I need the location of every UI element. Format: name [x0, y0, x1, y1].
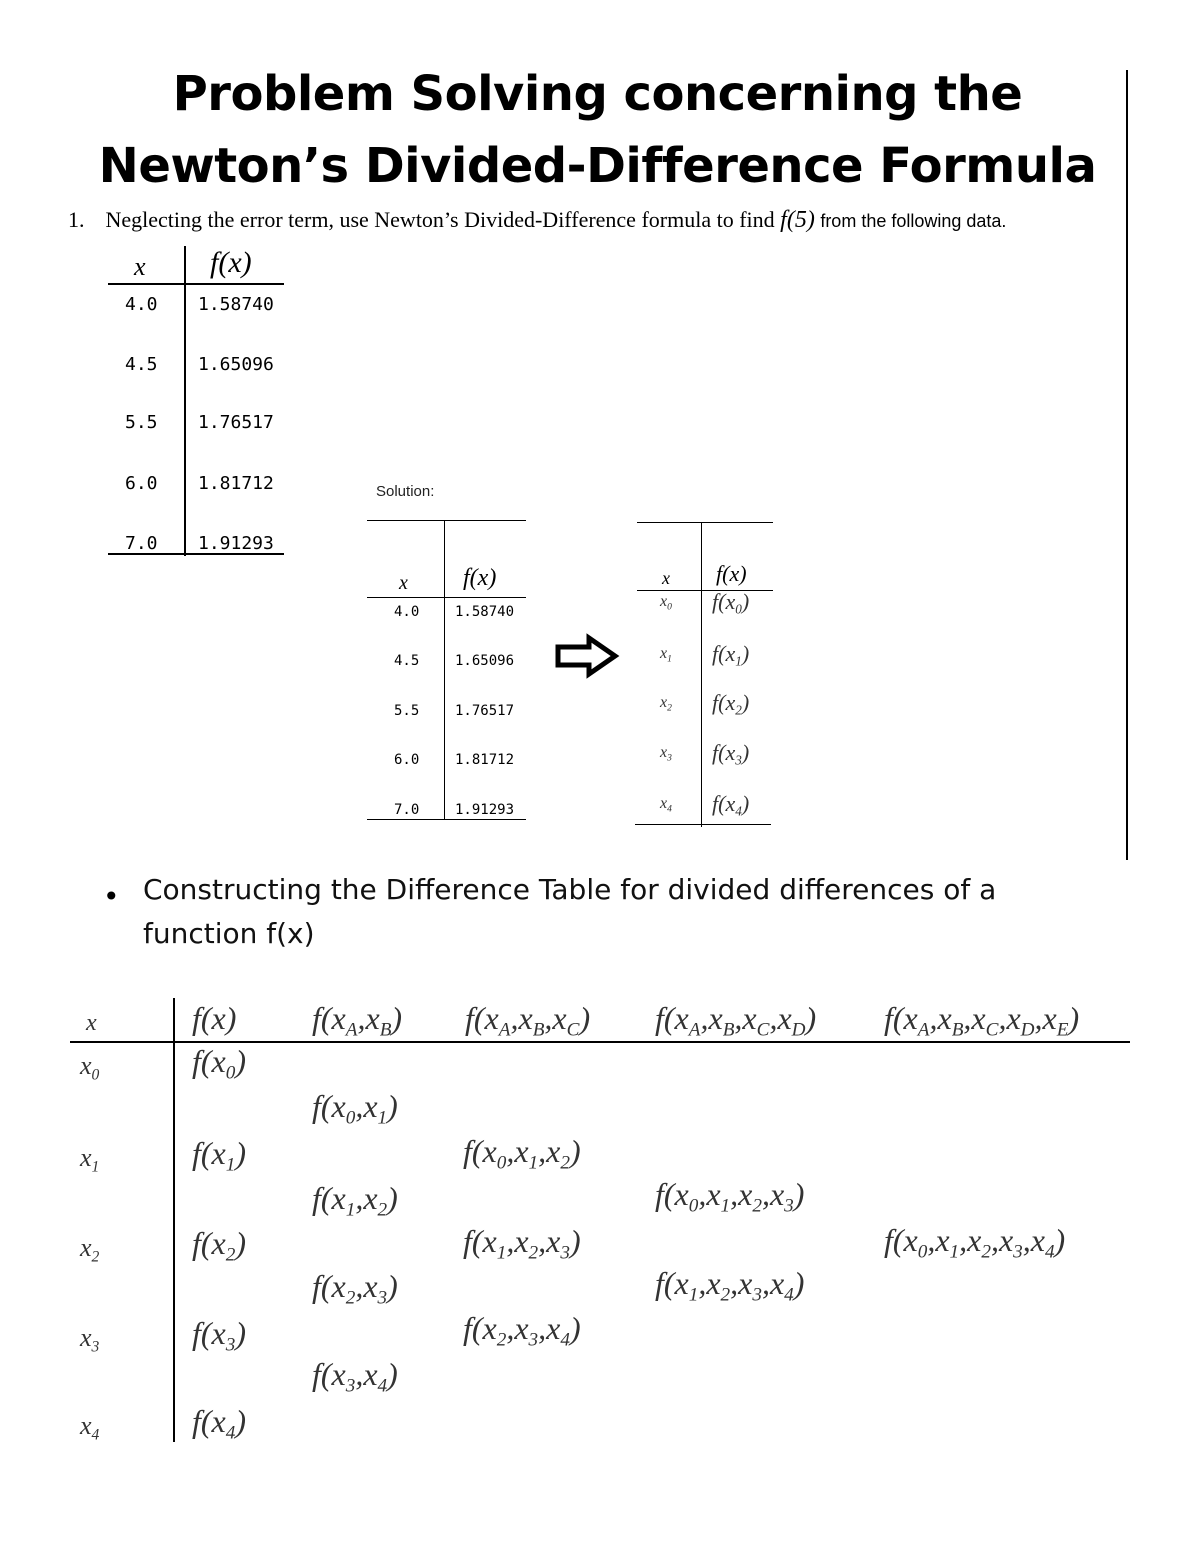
difference-table-x: $x_3$: [80, 1323, 100, 1356]
mapped-table-x: $x_2$: [660, 694, 672, 714]
problem-statement: [68, 207, 1006, 234]
data-table-divider: [184, 246, 186, 556]
solution-table-top-rule: [367, 520, 526, 521]
mapped-table-top-rule: [637, 522, 773, 523]
mapped-table-fx: $f(x_4)$: [712, 791, 750, 819]
mapped-table-fx: $f(x_1)$: [712, 641, 750, 669]
data-table-x: 7.0: [125, 533, 158, 554]
data-table-fx: 1.91293: [198, 533, 274, 554]
data-table-header-fx: f(x): [210, 246, 252, 279]
problem-fx: f(5): [780, 207, 815, 233]
page-title-line-1: Problem Solving concerning the: [172, 66, 1023, 122]
solution-table-header-x: x: [399, 572, 408, 594]
difference-table-x: $x_2$: [80, 1233, 100, 1266]
first-divided-difference: $f(x_0,x_1)$: [312, 1088, 398, 1129]
mapped-table-header-x: x: [662, 568, 670, 588]
difference-table-fx: $f(x_0)$: [192, 1043, 246, 1084]
solution-table-fx: 1.58740: [455, 604, 515, 620]
third-divided-difference: $f(x_0,x_1,x_2,x_3)$: [655, 1176, 805, 1217]
data-table-header-rule: [108, 283, 284, 285]
difference-table-x: $x_0$: [80, 1051, 100, 1084]
difference-table-header: x: [86, 1010, 97, 1036]
right-arrow-icon: [555, 634, 619, 678]
data-table-fx: 1.81712: [198, 473, 274, 494]
mapped-table-x: $x_0$: [660, 593, 672, 613]
difference-table-x: $x_4$: [80, 1411, 100, 1444]
solution-label: Solution:: [376, 483, 435, 500]
mapped-table-header-rule: [637, 590, 773, 591]
second-divided-difference: $f(x_2,x_3,x_4)$: [463, 1310, 581, 1351]
solution-table-fx: 1.91293: [455, 802, 515, 818]
mapped-table-header-fx: f(x): [716, 561, 747, 586]
difference-table-fx: $f(x_2)$: [192, 1225, 246, 1266]
third-divided-difference: $f(x_1,x_2,x_3,x_4)$: [655, 1265, 805, 1306]
difference-table-fx: $f(x_1)$: [192, 1135, 246, 1176]
page-title-line-2: Newton’s Divided-Difference Formula: [98, 138, 1097, 194]
difference-table-fx: $f(x_3)$: [192, 1315, 246, 1356]
mapped-table-divider: [701, 522, 702, 827]
data-table-fx: 1.58740: [198, 294, 274, 315]
difference-table-header: $f(x_A,x_B,x_C,x_D,x_E)$: [884, 1000, 1080, 1041]
mapped-table-bottom-rule: [635, 824, 771, 825]
first-divided-difference: $f(x_2,x_3)$: [312, 1268, 398, 1309]
solution-table-fx: 1.65096: [455, 653, 515, 669]
difference-table-divider: [173, 998, 175, 1442]
solution-table-x: 7.0: [394, 802, 420, 818]
difference-table-header: $f(x_A,x_B,x_C,x_D)$: [655, 1000, 817, 1041]
difference-table-header: f(x): [192, 1000, 237, 1036]
mapped-table-fx: $f(x_2)$: [712, 690, 750, 718]
first-divided-difference: $f(x_3,x_4)$: [312, 1356, 398, 1397]
bullet-text: Constructing the Difference Table for divided differences of a function f(x): [143, 873, 997, 950]
mapped-table-fx: $f(x_3)$: [712, 740, 750, 768]
problem-tail: from the following data.: [820, 211, 1007, 231]
problem-number: 1.: [68, 207, 85, 232]
second-divided-difference: $f(x_0,x_1,x_2)$: [463, 1133, 581, 1174]
second-divided-difference: $f(x_1,x_2,x_3)$: [463, 1223, 581, 1264]
fourth-divided-difference: $f(x_0,x_1,x_2,x_3,x_4)$: [884, 1222, 1066, 1263]
mapped-table-x: $x_1$: [660, 645, 672, 665]
mapped-table-fx: $f(x_0)$: [712, 589, 750, 617]
solution-table-bottom-rule: [367, 819, 526, 820]
data-table-fx: 1.76517: [198, 412, 274, 433]
solution-table-x: 6.0: [394, 752, 420, 768]
solution-table-x: 5.5: [394, 703, 420, 719]
data-table-x: 4.0: [125, 294, 158, 315]
data-table-fx: 1.65096: [198, 354, 274, 375]
difference-table-x: $x_1$: [80, 1143, 100, 1176]
difference-table-fx: $f(x_4)$: [192, 1403, 246, 1444]
data-table-header-x: x: [134, 252, 146, 281]
page-border-rule: [1126, 70, 1128, 860]
solution-table-header-fx: f(x): [463, 565, 497, 591]
solution-table-header-rule: [367, 597, 526, 598]
mapped-table-x: $x_4$: [660, 795, 672, 815]
data-table-x: 6.0: [125, 473, 158, 494]
bullet-dot: •: [103, 880, 120, 913]
solution-table-fx: 1.76517: [455, 703, 515, 719]
first-divided-difference: $f(x_1,x_2)$: [312, 1180, 398, 1221]
solution-table-divider: [444, 520, 445, 820]
problem-text: Neglecting the error term, use Newton’s Divided-Difference formula to find: [105, 207, 775, 232]
difference-table-header: $f(x_A,x_B)$: [312, 1000, 403, 1041]
solution-table-x: 4.5: [394, 653, 420, 669]
data-table-x: 5.5: [125, 412, 158, 433]
difference-table-header: $f(x_A,x_B,x_C)$: [465, 1000, 591, 1041]
solution-table-fx: 1.81712: [455, 752, 515, 768]
data-table-x: 4.5: [125, 354, 158, 375]
solution-table-x: 4.0: [394, 604, 420, 620]
mapped-table-x: $x_3$: [660, 744, 672, 764]
